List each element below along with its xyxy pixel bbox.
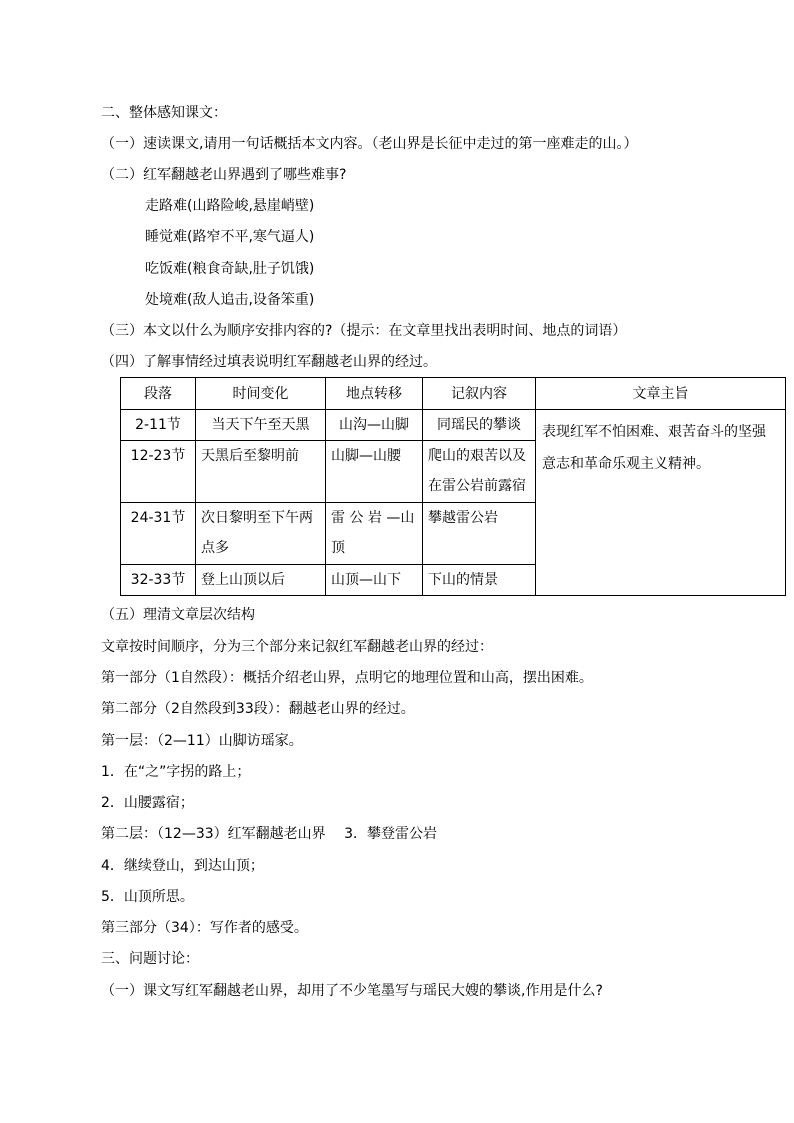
table-header-cell: 地点转移 [326,378,423,410]
difficulty-item: 走路难(山路险峻,悬崖峭壁) [145,198,315,214]
table-cell-paragraph: 2-11节 [121,410,196,441]
discussion-question-1: （一）课文写红军翻越老山界，却用了不少笔墨写与瑶民大嫂的攀谈,作用是什么? [101,983,603,999]
table-cell-content: 下山的情景 [423,565,536,596]
table-cell-time: 次日黎明至下午两点多 [196,503,326,565]
table-header-cell: 文章主旨 [536,378,786,410]
table-cell-theme: 表现红军不怕困难、艰苦奋斗的坚强意志和革命乐观主义精神。 [536,410,786,596]
part-3: 第三部分（34）：写作者的感受。 [101,920,308,936]
part-1: 第一部分（1自然段）：概括介绍老山界，点明它的地理位置和山高，摆出困难。 [101,670,593,686]
question-3: （三）本文以什么为顺序安排内容的?（提示：在文章里找出表明时间、地点的词语） [101,323,627,339]
difficulty-item: 吃饭难(粮食奇缺,肚子饥饿) [145,261,315,277]
layer-2: 第二层：（12—33）红军翻越老山界 3．攀登雷公岩 [101,826,437,842]
question-2: （二）红军翻越老山界遇到了哪些难事? [101,167,347,183]
table-cell-content: 攀越雷公岩 [423,503,536,565]
structure-intro: 文章按时间顺序，分为三个部分来记叙红军翻越老山界的经过： [101,639,493,655]
table-cell-place: 山脚—山腰 [326,441,423,503]
table-cell-paragraph: 24-31节 [121,503,196,565]
difficulty-item: 睡觉难(路窄不平,寒气逼人) [145,229,315,245]
table-cell-paragraph: 32-33节 [121,565,196,596]
table-cell-place: 雷 公 岩 —山顶 [326,503,423,565]
table-cell-content: 同瑶民的攀谈 [423,410,536,441]
list-item: 4．继续登山，到达山顶； [101,858,264,874]
list-item: 5．山顶所思。 [101,889,194,905]
table-header-row [121,378,786,410]
section-2-title: 二、整体感知课文： [101,105,227,121]
table-cell-time: 登上山顶以后 [196,565,326,596]
table-cell-paragraph: 12-23节 [121,441,196,503]
table-cell-content: 爬山的艰苦以及在雷公岩前露宿 [423,441,536,503]
table-header-cell: 时间变化 [196,378,326,410]
question-1: （一）速读课文,请用一句话概括本文内容。（老山界是长征中走过的第一座难走的山。） [101,136,638,152]
table-cell-place: 山沟—山脚 [326,410,423,441]
table-cell-place: 山顶—山下 [326,565,423,596]
list-item: 1．在“之”字拐的路上； [101,764,251,780]
part-2: 第二部分（2自然段到33段）：翻越老山界的经过。 [101,701,415,717]
table-cell-time: 当天下午至天黑 [196,410,326,441]
section-3-title: 三、问题讨论： [101,951,199,967]
difficulty-item: 处境难(敌人追击,设备笨重) [145,292,315,308]
question-4: （四）了解事情经过填表说明红军翻越老山界的经过。 [101,354,437,370]
table-row [121,410,786,441]
list-item: 2．山腰露宿； [101,795,194,811]
question-5: （五）理清文章层次结构 [101,607,255,623]
layer-1: 第一层：（2—11）山脚访瑶家。 [101,733,303,749]
events-table [120,377,786,596]
table-header-cell: 段落 [121,378,196,410]
table-header-cell: 记叙内容 [423,378,536,410]
table-cell-time: 天黑后至黎明前 [196,441,326,503]
